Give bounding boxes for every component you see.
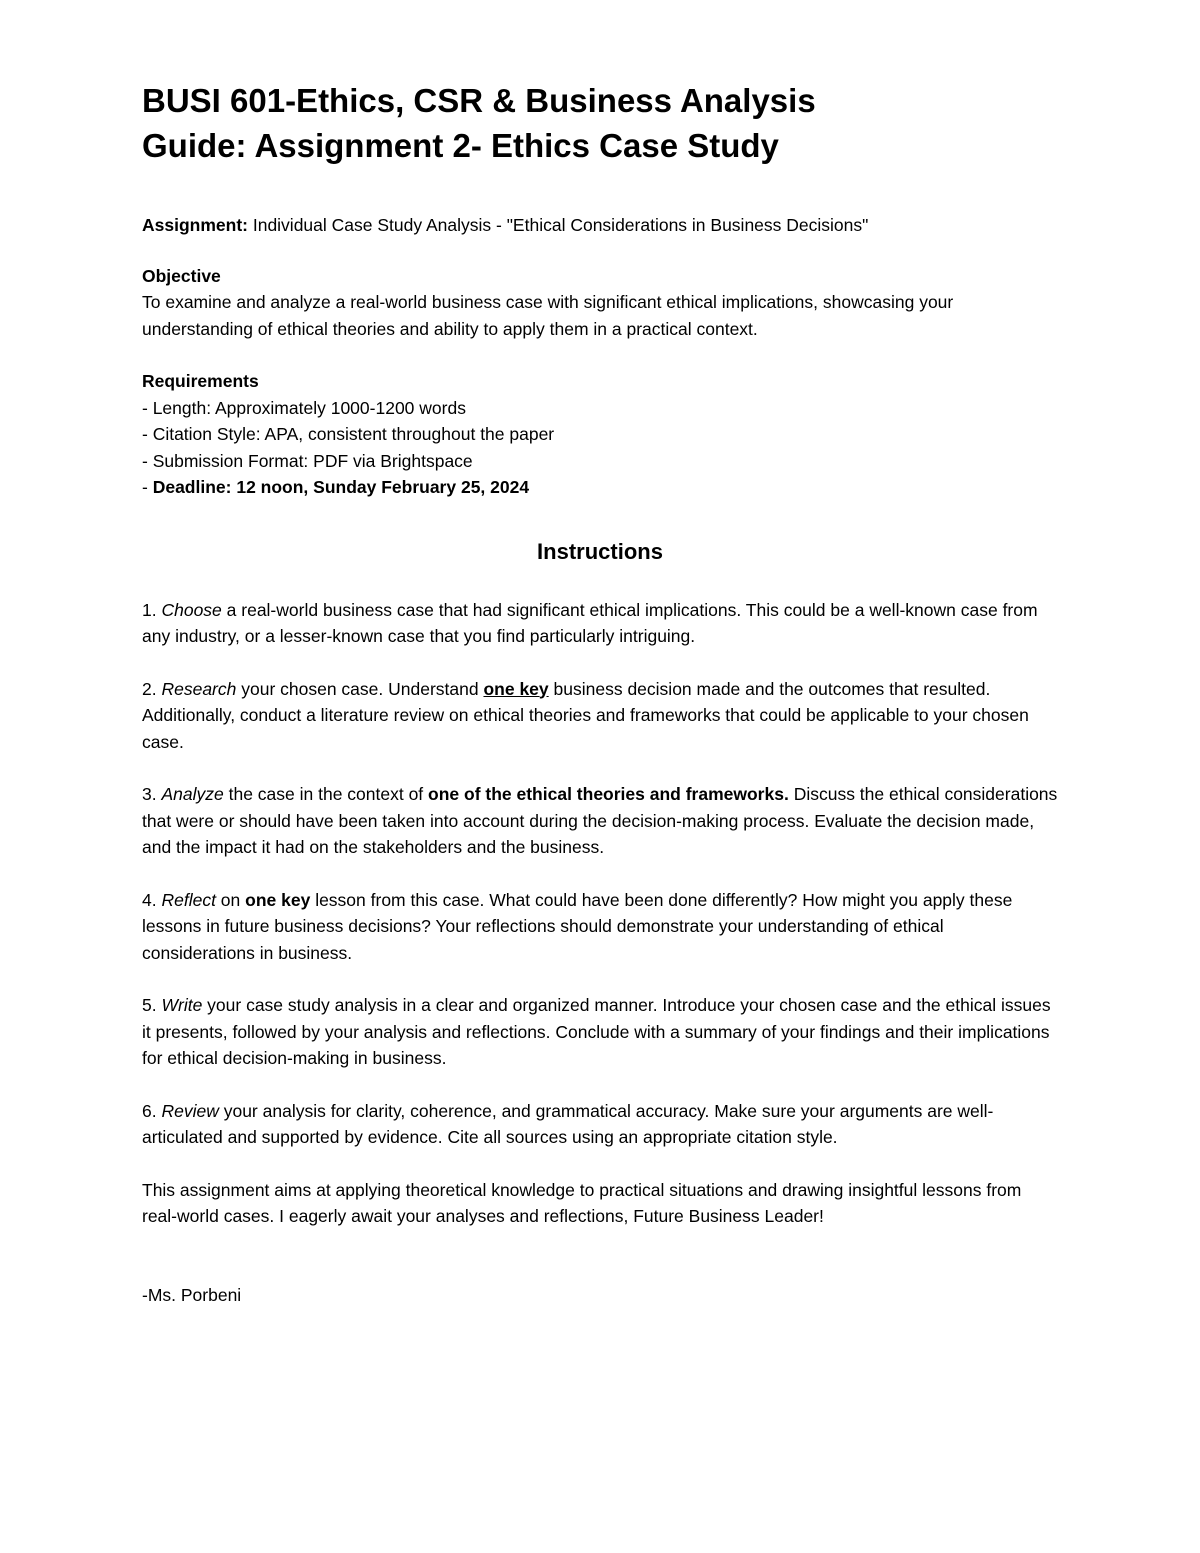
step-text: your chosen case. Understand [236,678,484,699]
document-title-line-2: Guide: Assignment 2- Ethics Case Study [142,127,779,164]
step-verb: Write [161,995,203,1015]
assignment-line [142,212,1058,239]
step-text: the case in the context of [223,784,429,804]
instruction-step-5 [142,992,1058,1072]
step-verb: Review [161,1100,219,1121]
step-emphasis: one key [483,678,549,699]
instruction-step-2 [142,676,1058,756]
step-verb: Research [161,678,237,699]
requirement-item-format: - Submission Format: PDF via Brightspace [142,450,473,471]
step-verb: Reflect [161,889,216,910]
step-verb: Choose [161,599,222,620]
deadline-prefix: - [142,477,153,497]
step-text: lesson from this case. What could have been done differently? How might you apply these lessons in future business decisions? Your reflections should demonstrate your understanding of ethical considerations in business. [142,889,1013,963]
step-number: 2. [142,678,162,699]
instruction-step-1 [142,597,1058,650]
requirements-section [142,368,1058,501]
instruction-step-4 [142,887,1058,967]
requirement-item-length: - Length: Approximately 1000-1200 words [142,397,466,418]
objective-text: To examine and analyze a real-world business case with significant ethical implications, showcasing your understanding of ethical theories and ability to apply them in a practical context. [142,292,954,339]
step-number: 6. [142,1100,162,1121]
step-text: on [215,889,246,910]
requirements-heading-text: Requirements [142,371,259,391]
signature: -Ms. Porbeni [142,1284,242,1305]
step-number: 5. [142,995,162,1015]
instruction-step-3 [142,781,1058,861]
step-number: 3. [142,784,162,804]
assignment-text: Individual Case Study Analysis - "Ethical Considerations in Business Decisions" [247,215,869,235]
step-number: 1. [142,599,162,620]
objective-heading [142,263,1058,290]
objective-heading-text: Objective [142,265,221,286]
step-emphasis: one of the ethical theories and frameworks. [428,784,789,804]
step-text: your analysis for clarity, coherence, and grammatical accuracy. Make sure your arguments are well-articulated and supported by evidence. Cite all sources using an appropriate citation style. [142,1100,994,1147]
instructions-heading: Instructions [537,538,663,564]
requirements-heading [142,368,1058,395]
step-text: your case study analysis in a clear and organized manner. Introduce your chosen case and the ethical issues it presents, followed by your analysis and reflections. Conclude with a summary of your findings and their implications for ethical decision-making in business. [142,995,1051,1068]
objective-section [142,263,1058,343]
requirement-item-deadline [142,474,1058,501]
instruction-step-6 [142,1098,1058,1151]
step-text: business decision made and the outcomes that resulted. Additionally, conduct a literature review on ethical theories and frameworks that could be applicable to your chosen case. [142,678,1029,752]
step-number: 4. [142,889,162,910]
step-verb: Analyze [161,784,224,804]
deadline-text: Deadline: 12 noon, Sunday February 25, 2024 [152,477,530,497]
closing-paragraph: This assignment aims at applying theoretical knowledge to practical situations and drawing insightful lessons from real-world cases. I eagerly await your analyses and reflections, Future Business Leader! [142,1179,1022,1226]
step-emphasis: one key [245,889,311,910]
document-title-line-1: BUSI 601-Ethics, CSR & Business Analysis [142,82,816,119]
requirement-item-citation: - Citation Style: APA, consistent throughout the paper [142,424,555,444]
step-text: Discuss the ethical considerations that were or should have been taken into account during the decision-making process. Evaluate the decision made, and the impact it had on the stakeholders and the business. [142,784,1058,857]
assignment-label: Assignment: [142,215,248,235]
step-text: a real-world business case that had significant ethical implications. This could be a well-known case from any industry, or a lesser-known case that you find particularly intriguing. [142,599,1038,646]
